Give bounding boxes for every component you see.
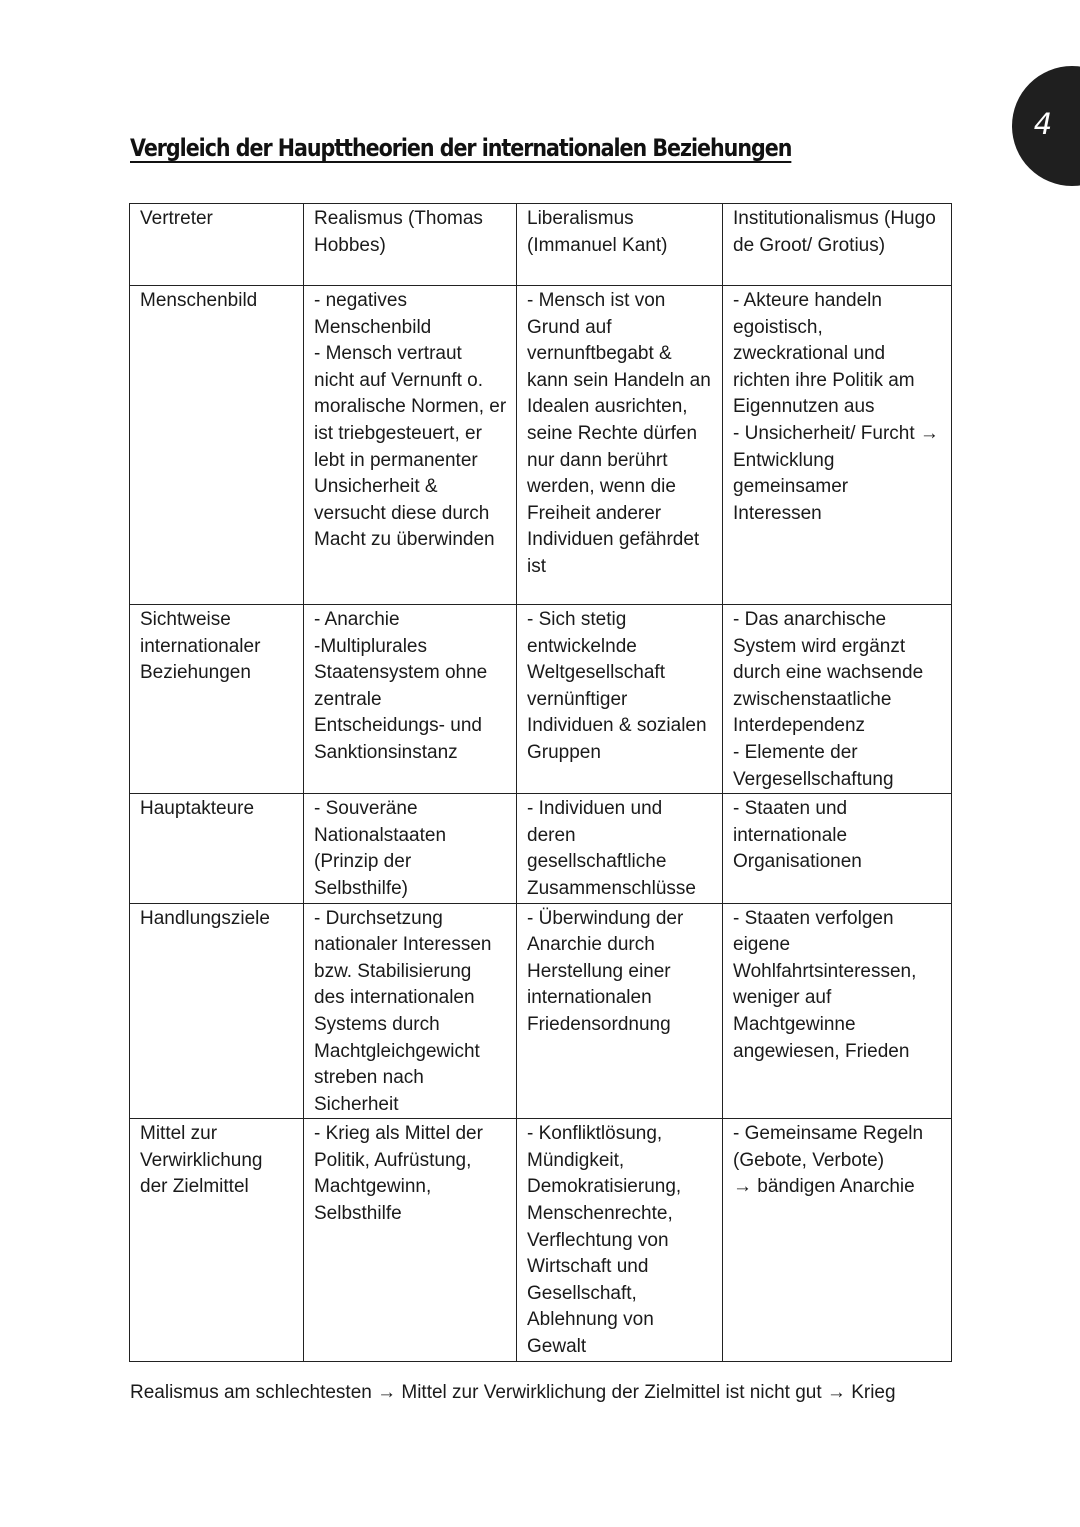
- cell-realismus: [304, 1119, 517, 1361]
- cell-line: → bändigen Anarchie: [733, 1176, 915, 1198]
- cell-line: - Staaten verfolgen eigene Wohlfahrtsinteressen, weniger auf Machtgewinne angewiesen, Frieden: [733, 907, 917, 1062]
- cell-liberalismus: [517, 605, 723, 794]
- cell-line: - Überwindung der Anarchie durch Herstellung einer internationalen Friedensordnung: [527, 907, 684, 1035]
- cell-institutionalismus: [723, 286, 952, 605]
- table-row-menschenbild: [130, 286, 952, 605]
- table-row-sichtweise: [130, 605, 952, 794]
- cell-line: - Elemente der Vergesellschaftung: [733, 741, 894, 790]
- header-cell-label: Vertreter: [130, 204, 304, 286]
- header-cell-liberalismus: Liberalismus (Immanuel Kant): [517, 204, 723, 286]
- cell-realismus: [304, 903, 517, 1119]
- row-label-cell: Mittel zur Verwirklichung der Zielmittel: [130, 1119, 304, 1361]
- cell-line: - Das anarchische System wird ergänzt durch eine wachsende zwischenstaatliche Interdependenz: [733, 609, 924, 737]
- cell-line: - Sich stetig entwickelnde Weltgesellschaft vernünftiger Individuen & sozialen Gruppen: [527, 609, 707, 763]
- page-title: Vergleich der Haupttheorien der internationalen Beziehungen: [130, 134, 792, 162]
- page-number: 4: [1033, 107, 1053, 141]
- cell-line: - Unsicherheit/ Furcht → Entwicklung gemeinsamer Interessen: [733, 422, 939, 524]
- header-cell-institutionalismus: Institutionalismus (Hugo de Groot/ Grotius): [723, 204, 952, 286]
- cell-line: - Durchsetzung nationaler Interessen bzw. Stabilisierung des internationalen Systems durch Machtgleichgewicht streben nach Sicherheit: [314, 907, 492, 1115]
- cell-realismus: [304, 605, 517, 794]
- cell-institutionalismus: [723, 605, 952, 794]
- table-row-hauptakteure: [130, 794, 952, 903]
- cell-institutionalismus: [723, 794, 952, 903]
- cell-line: - Mensch vertraut nicht auf Vernunft o. moralische Normen, er ist triebgesteuert, er lebt in permanenter Unsicherheit & versucht diese durch Macht zu überwinden: [314, 343, 507, 551]
- table-row-mittel: [130, 1119, 952, 1361]
- table-row-handlungsziele: [130, 903, 952, 1119]
- cell-line: - negatives Menschenbild: [314, 290, 432, 338]
- cell-line: - Anarchie: [314, 609, 400, 630]
- cell-line: - Staaten und internationale Organisationen: [733, 798, 862, 873]
- cell-institutionalismus: [723, 1119, 952, 1361]
- cell-line: - Individuen und deren gesellschaftliche Zusammenschlüsse: [527, 798, 696, 899]
- cell-liberalismus: [517, 903, 723, 1119]
- cell-realismus: [304, 794, 517, 903]
- cell-line: - Konfliktlösung, Mündigkeit, Demokratisierung, Menschenrechte, Verflechtung von Wirtschaft und Gesellschaft, Ablehnung von Gewalt: [527, 1123, 682, 1358]
- cell-realismus: [304, 286, 517, 605]
- cell-line: - Mensch ist von Grund auf vernunftbegabt & kann sein Handeln an Idealen ausrichten, seine Rechte dürfen nur dann berührt werden, wenn die Freiheit anderer Individuen gefährdet ist: [527, 290, 711, 577]
- comparison-table: [129, 203, 952, 1362]
- cell-line: -Multiplurales Staatensystem ohne zentrale Entscheidungs- und Sanktionsinstanz: [314, 635, 488, 763]
- header-cell-realismus: Realismus (Thomas Hobbes): [304, 204, 517, 286]
- cell-liberalismus: [517, 1119, 723, 1361]
- cell-line: - Krieg als Mittel der Politik, Aufrüstung, Machtgewinn, Selbsthilfe: [314, 1123, 483, 1225]
- row-label-cell: Handlungsziele: [130, 903, 304, 1119]
- cell-line: - Akteure handeln egoistisch, zweckrational und richten ihre Politik am Eigennutzen aus: [733, 290, 915, 418]
- table-header-row: [130, 204, 952, 286]
- cell-line: - Gemeinsame Regeln (Gebote, Verbote): [733, 1123, 924, 1171]
- cell-liberalismus: [517, 794, 723, 903]
- cell-line: - Souveräne Nationalstaaten (Prinzip der Selbsthilfe): [314, 798, 447, 899]
- conclusion-note: Realismus am schlechtesten → Mittel zur Verwirklichung der Zielmittel ist nicht gut → Krieg: [130, 1382, 896, 1403]
- cell-liberalismus: [517, 286, 723, 605]
- cell-institutionalismus: [723, 903, 952, 1119]
- row-label-cell: Sichtweise internationaler Beziehungen: [130, 605, 304, 794]
- row-label-cell: Hauptakteure: [130, 794, 304, 903]
- row-label-cell: Menschenbild: [130, 286, 304, 605]
